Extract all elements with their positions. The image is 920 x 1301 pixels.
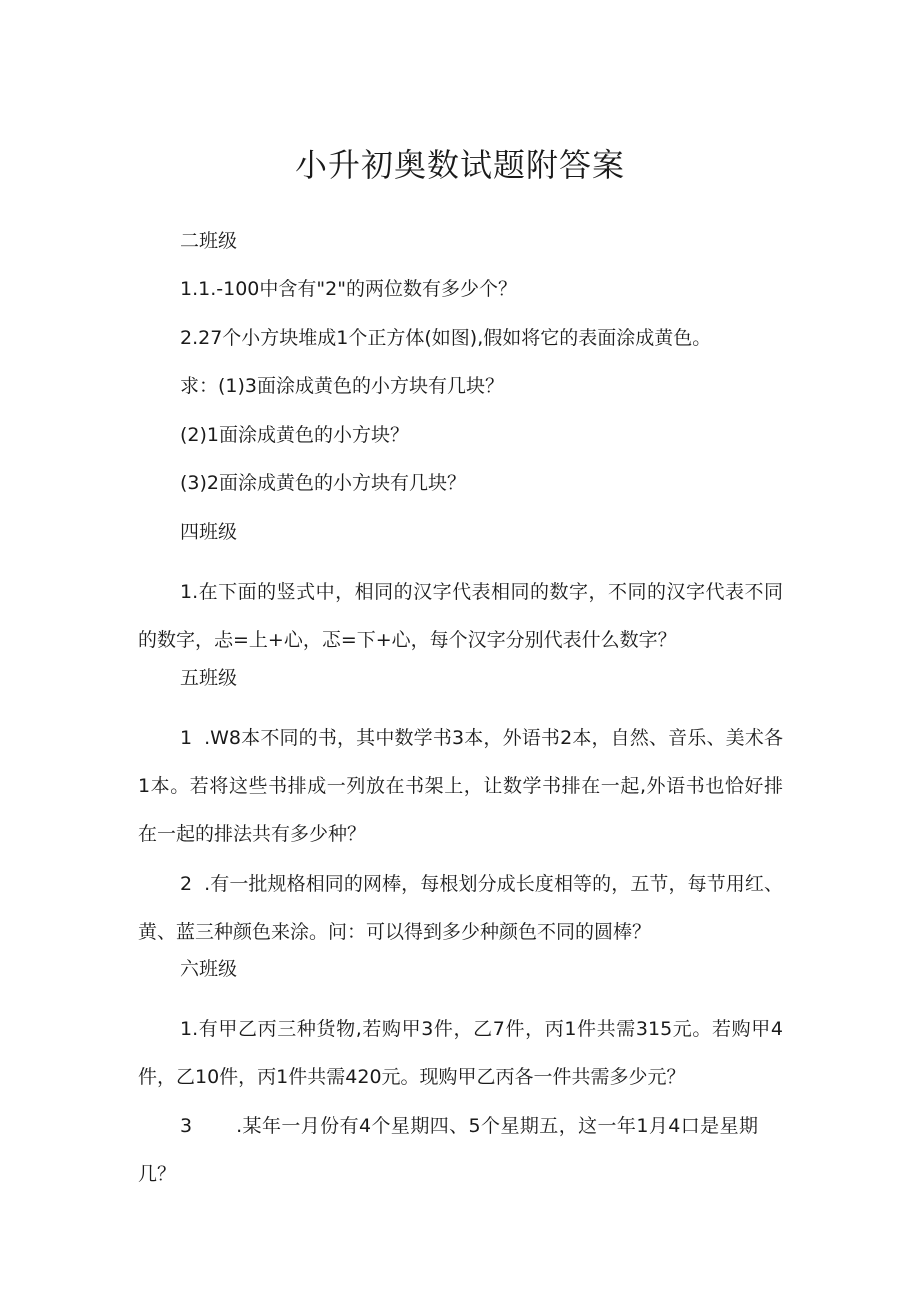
section-heading-grade-5: 五班级: [180, 667, 238, 689]
question-g6-q1: 1.有甲乙丙三种货物,若购甲3件，乙7件，丙1件共需315元。若购甲4件，乙10件，丙1件共需420元。现购甲乙丙各一件共需多少元？: [138, 1018, 783, 1088]
document-title: 小升初奥数试题附答案: [294, 146, 625, 184]
question-g5-q1: [138, 714, 783, 858]
question-text: .某年一月份有4个星期四、5个星期五，这一年1月4口是星期几？: [138, 1115, 758, 1185]
question-text: .有一批规格相同的网棒，每根划分成长度相等的，五节，每节用红、黄、蓝三种颜色来涂。问：可以得到多少种颜色不同的圆棒？: [138, 873, 783, 943]
section-heading-grade-4: 四班级: [180, 521, 238, 543]
question-g2-q2: 2.27个小方块堆成1个正方体(如图),假如将它的表面涂成黄色。: [180, 327, 712, 349]
question-g6-q3: [138, 1102, 758, 1198]
question-number: 2: [180, 873, 193, 895]
question-g4-q1: 1.在下面的竖式中，相同的汉字代表相同的数字，不同的汉字代表不同的数字，忐=上+心，忑=下+心，每个汉字分别代表什么数字？: [138, 581, 783, 651]
question-number: 1: [180, 727, 193, 749]
question-g2-q2-part3: (3)2面涂成黄色的小方块有几块？: [180, 472, 467, 494]
question-g5-q2: [138, 860, 783, 956]
question-g2-q1: 1.1.-100中含有"2"的两位数有多少个？: [180, 278, 517, 300]
question-g2-q2-part1: 求：(1)3面涂成黄色的小方块有几块？: [180, 375, 505, 397]
question-text: .W8本不同的书，其中数学书3本，外语书2本，自然、音乐、美术各1本。若将这些书排成一列放在书架上，让数学书排在一起,外语书也恰好排在一起的排法共有多少种？: [138, 727, 783, 845]
question-number: 3: [180, 1115, 193, 1137]
section-heading-grade-6: 六班级: [180, 958, 238, 980]
question-g2-q2-part2: (2)1面涂成黄色的小方块？: [180, 424, 410, 446]
section-heading-grade-2: 二班级: [180, 230, 238, 252]
